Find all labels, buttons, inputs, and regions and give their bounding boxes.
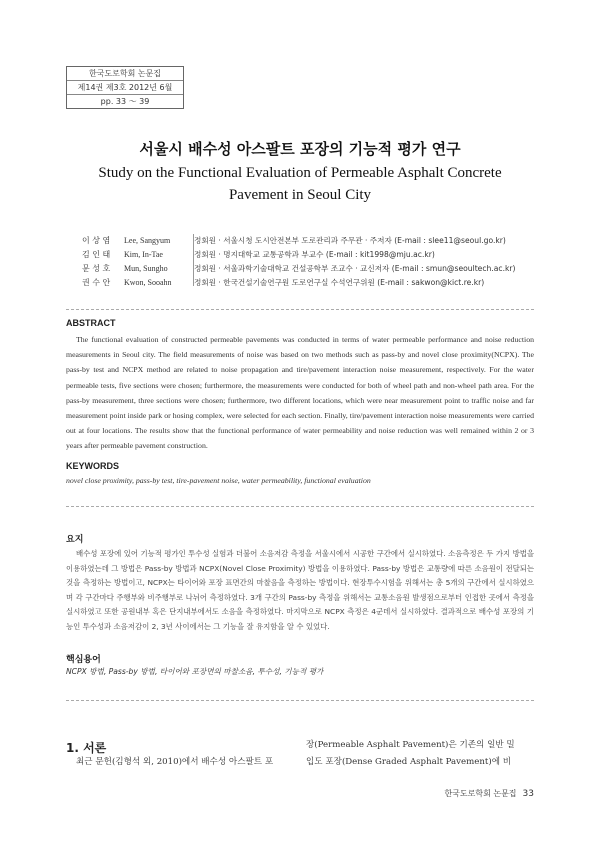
page-number: 33 [522, 789, 534, 799]
author-name-en: Mun, Sungho [124, 264, 168, 273]
title-korean: 서울시 배수성 아스팔트 포장의 기능적 평가 연구 [139, 140, 461, 158]
author-row [82, 276, 515, 290]
author-name-ko: 권 수 안 [82, 278, 111, 287]
journal-info-box [66, 66, 184, 109]
introduction-heading: 1. 서론 [66, 741, 107, 755]
journal-volume: 제14권 제3호 2012년 6월 [67, 81, 183, 95]
korean-keywords-heading: 핵심용어 [66, 655, 101, 665]
author-name-en: Kwon, Sooahn [124, 278, 172, 287]
title-english-line2: Pavement in Seoul City [228, 187, 372, 203]
author-name-ko: 문 성 호 [82, 264, 111, 273]
korean-abstract-text: 배수성 포장에 있어 기능적 평가인 투수성 실험과 더불어 소음저감 측정을 서울시에서 시공한 구간에서 실시하였다. 소음측정은 두 가지 방법을 이용하였는데 그 방법은 Pass-by 방법과 NCPX(Novel Close Proximity) 방법을 이용하였다. Pass-by 방법은 교통량에 따른 소음원이 전달되는 것을 측정하는 방법이고, NCPX는 타이어와 포장 표면간의 마찰음을 측정하는 방법이다. 현장투수시험을 위해서는 총 5개의 구간에서 실시하였으며 각 구간마다 주행부와 비주행부로 나뉘어 측정하였다. 3개 구간의 Pass-by 측정을 위해서는 교통소음원 발생점으로부터 인접한 곳에서 측정을 실시하였고 또한 공원내부 혹은 단지내부에서도 소음을 측정하였다. 마지막으로 NCPX 측정은 4군데서 실시하였다. 결과적으로 배수성 포장의 기능인 투수성과 소음저감이 2, 3년 사이에서는 그 기능을 잘 유지함을 알 수 있었다. [66, 549, 534, 631]
korean-abstract-heading: 요지 [66, 535, 84, 545]
author-affiliation: 정회원 · 한국건설기술연구원 도로연구실 수석연구위원 (E-mail : sakwon@kict.re.kr) [194, 278, 485, 287]
korean-keywords-text: NCPX 방법, Pass-by 방법, 타이어와 포장면의 마찰소음, 투수성, 기능적 평가 [66, 667, 324, 676]
author-separator [193, 234, 194, 286]
author-list [82, 234, 515, 290]
divider [66, 700, 534, 701]
footer-journal: 한국도로학회 논문집 [444, 789, 517, 798]
title-english-line1: Study on the Functional Evaluation of Permeable Asphalt Concrete [98, 165, 502, 181]
journal-name: 한국도로학회 논문집 [67, 67, 183, 81]
introduction-right-column-line2: 입도 포장(Dense Graded Asphalt Pavement)에 비 [306, 757, 512, 767]
author-affiliation: 정회원 · 명지대학교 교통공학과 부교수 (E-mail : kit1998@mju.ac.kr) [194, 250, 435, 259]
divider [66, 309, 534, 310]
page-footer [444, 788, 534, 799]
introduction-left-column: 최근 문헌(김형석 외, 2010)에서 배수성 아스팔트 포 [76, 757, 274, 767]
author-name-ko: 이 상 염 [82, 236, 111, 245]
author-row [82, 234, 515, 248]
author-name-en: Kim, In-Tae [124, 250, 163, 259]
journal-pages: pp. 33 ～ 39 [100, 97, 150, 106]
author-name-ko: 김 인 태 [82, 250, 111, 259]
author-name-en: Lee, Sangyum [124, 236, 171, 245]
keywords-text: novel close proximity, pass-by test, tire-pavement noise, water permeability, functional evaluation [66, 476, 371, 485]
abstract-heading: ABSTRACT [66, 318, 116, 328]
author-affiliation: 정회원 · 서울시청 도시안전본부 도로관리과 주무관 · 주저자 (E-mail : slee11@seoul.go.kr) [194, 236, 506, 245]
introduction-right-column-line1: 장(Permeable Asphalt Pavement)은 기존의 일반 밀 [306, 740, 515, 750]
author-row [82, 248, 515, 262]
author-row [82, 262, 515, 276]
abstract-text: The functional evaluation of constructed permeable pavements was conducted in terms of water permeable performance and noise reduction measurements in Seoul city. The field measurements of noise was based on two methods such as pass-by and novel close proximity(NCPX). The pass-by test and NCPX method are related to noise propagation and tire/pavement interaction noise measurement, respectively. For the water permeable tests, five sections were chosen; furthermore, the measurements were conducted for both of wheel path and non-wheel path area. For the pass-by measurement, three sections were chosen; furthermore, two different locations, which were near measurement point to traffic noise and far measurement point inside park or hosing complex, were selected for each section. Finally, tire/pavement interaction noise measurements were carried out at four locations. The results show that the functional performance of water permeability and noise reduction was well remained within 2 or 3 years after permeable pavement construction. [66, 335, 534, 451]
title-english [0, 162, 600, 206]
divider [66, 506, 534, 507]
keywords-heading: KEYWORDS [66, 461, 120, 471]
author-affiliation: 정회원 · 서울과학기술대학교 건설공학부 조교수 · 교신저자 (E-mail : smun@seoultech.ac.kr) [194, 264, 516, 273]
